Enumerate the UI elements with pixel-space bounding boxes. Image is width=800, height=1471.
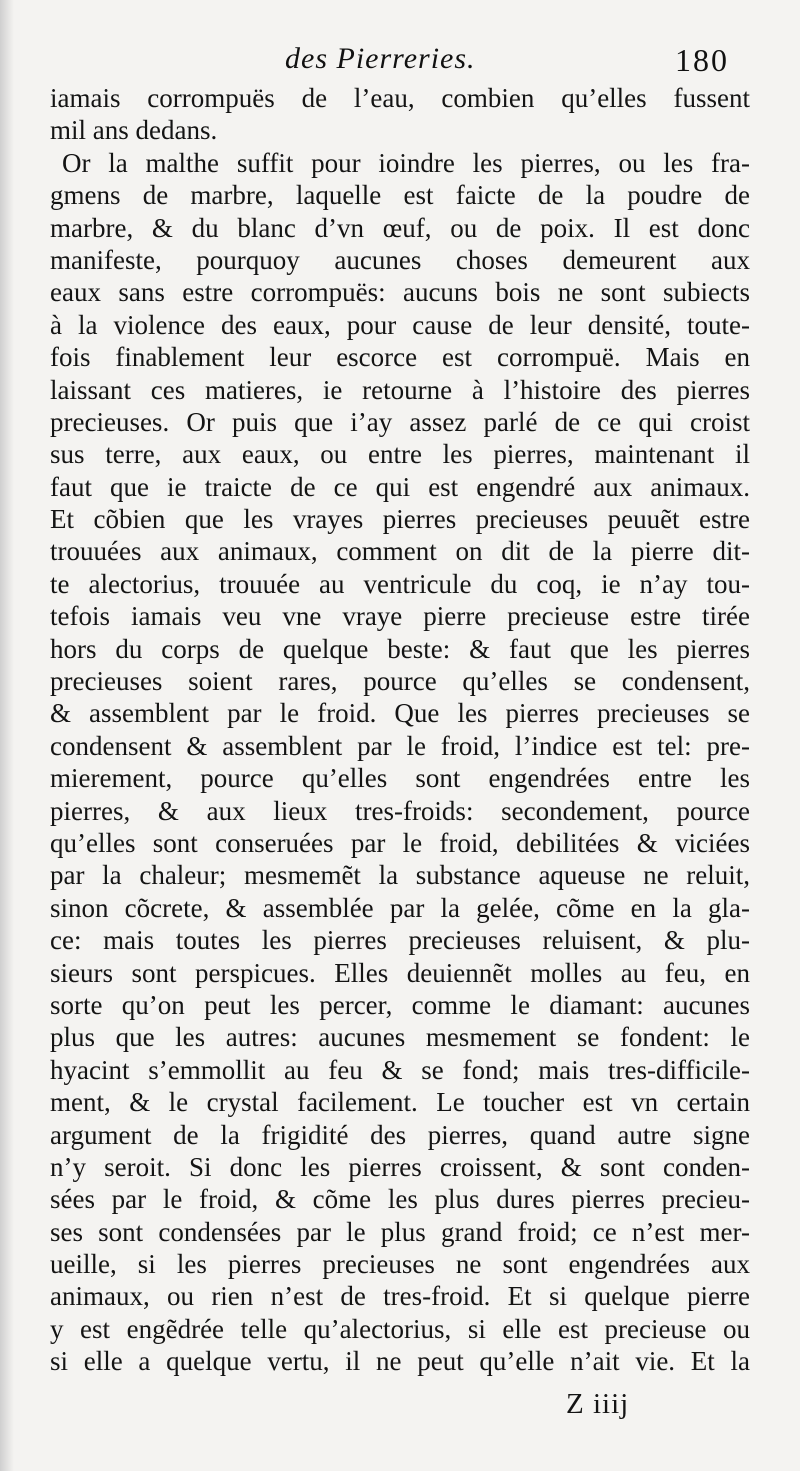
text-line: Et cõbien que les vrayes pierres precieuses peuuẽt estre (50, 504, 750, 535)
text-line: plus que les autres: aucunes mesmement se fondent: le (50, 1022, 750, 1053)
text-line: pierres, & aux lieux tres-froids: secondement, pource (50, 795, 750, 826)
text-line: sées par le froid, & cõme les plus dures pierres precieu- (50, 1184, 750, 1215)
text-line: iamais corrompuës de l’eau, combien qu’elles fussent (50, 83, 750, 113)
text-line: ueille, si les pierres precieuses ne sont engendrées aux (50, 1249, 750, 1280)
text-line: sinon cõcrete, & assemblée par la gelée, cõme en la gla- (50, 892, 750, 923)
text-line: manifeste, pourquoy aucunes choses demeurent aux (50, 244, 750, 275)
text-line: mil ans dedans. (50, 115, 218, 146)
text-line: y est engẽdrée telle qu’alectorius, si elle est precieuse ou (50, 1313, 750, 1344)
text-line: faut que ie traicte de ce qui est engendré aux animaux. (50, 471, 750, 502)
text-line: sorte qu’on peut les percer, comme le diamant: aucunes (50, 989, 750, 1020)
text-line: qu’elles sont conseruées par le froid, debilitées & viciées (50, 827, 750, 858)
text-line: animaux, ou rien n’est de tres-froid. Et si quelque pierre (50, 1281, 750, 1312)
text-line: n’y seroit. Si donc les pierres croissent, & sont conden- (50, 1151, 750, 1182)
text-line: hyacint s’emmollit au feu & se fond; mais tres-difficile- (50, 1054, 750, 1085)
text-line: mierement, pource qu’elles sont engendrées entre les (50, 763, 750, 794)
text-line: fois finablement leur escorce est corrompuë. Mais en (50, 342, 750, 373)
text-line: par la chaleur; mesmemẽt la substance aqueuse ne reluit, (50, 860, 750, 891)
text-line: precieuses soient rares, pource qu’elles se condensent, (50, 666, 750, 697)
text-line: precieuses. Or puis que i’ay assez parlé de ce qui croist (50, 406, 750, 437)
text-line: ce: mais toutes les pierres precieuses reluisent, & plu- (50, 925, 750, 956)
text-line: argument de la frigidité des pierres, quand autre signe (50, 1119, 750, 1150)
text-line: gmens de marbre, laquelle est faicte de la poudre de (50, 180, 750, 211)
text-line: marbre, & du blanc d’vn œuf, ou de poix. Il est donc (50, 212, 750, 243)
text-line: te alectorius, trouuée au ventricule du coq, ie n’ay tou- (50, 568, 750, 599)
text-line: hors du corps de quelque beste: & faut que les pierres (50, 633, 750, 664)
body-text (50, 82, 750, 1378)
text-line: ses sont condensées par le plus grand froid; ce n’est mer- (50, 1216, 750, 1247)
text-line: ment, & le crystal facilement. Le toucher est vn certain (50, 1087, 750, 1118)
text-line: laissant ces matieres, ie retourne à l’histoire des pierres (50, 374, 750, 405)
text-line: tefois iamais veu vne vraye pierre precieuse estre tirée (50, 601, 750, 632)
text-line: trouuées aux animaux, comment on dit de la pierre dit- (50, 536, 750, 567)
text-line: & assemblent par le froid. Que les pierres precieuses se (50, 698, 750, 729)
text-line: eaux sans estre corrompuës: aucuns bois ne sont subiects (50, 277, 750, 308)
text-line: à la violence des eaux, pour cause de leur densité, toute- (50, 309, 750, 340)
text-line: condensent & assemblent par le froid, l’indice est tel: pre- (50, 730, 750, 761)
signature-mark: Z iiij (566, 1388, 630, 1420)
text-line: Or la malthe suffit pour ioindre les pierres, ou les fra- (62, 147, 750, 178)
page-number: 180 (675, 42, 729, 78)
text-line: sieurs sont perspicues. Elles deuiennẽt molles au feu, en (50, 957, 750, 988)
page-gutter-shadow (0, 0, 14, 1471)
running-head (0, 40, 800, 80)
text-line: si elle a quelque vertu, il ne peut qu’elle n’ait vie. Et la (50, 1346, 750, 1377)
running-title: des Pierreries. (285, 42, 476, 75)
text-line: sus terre, aux eaux, ou entre les pierres, maintenant il (50, 439, 750, 470)
